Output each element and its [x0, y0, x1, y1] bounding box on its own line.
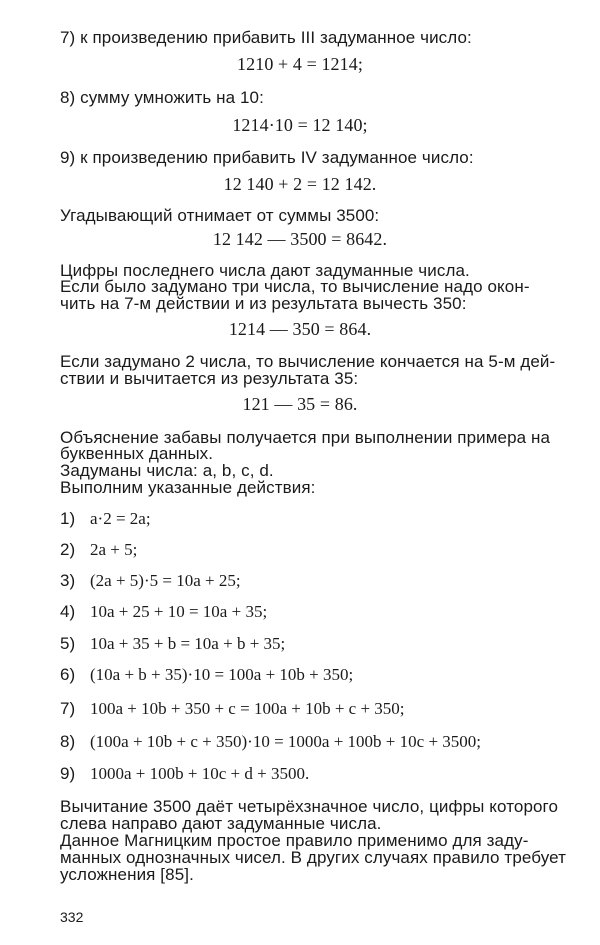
- guesser-text: Угадывающий отнимает от суммы 3500:: [60, 206, 380, 225]
- step-number: 2): [60, 540, 76, 559]
- step-expression: (2a + 5)·5 = 10a + 25;: [90, 571, 241, 590]
- formula-6: 121 — 35 = 86.: [242, 394, 358, 414]
- paragraph-1-line-1: Цифры последнего числа дают задуманные числа.: [60, 261, 470, 280]
- step-expression: (100a + 10b + c + 350)·10 = 1000a + 100b + 10c + 3500;: [90, 732, 481, 751]
- paragraph-5-line-1: Данное Магницким простое правило применимо для заду-: [60, 831, 529, 850]
- step-8-text: 8) сумму умножить на 10:: [60, 88, 264, 107]
- step-number: 8): [60, 732, 76, 751]
- paragraph-1-line-2: Если было задумано три числа, то вычисление надо окон-: [60, 277, 530, 296]
- formula-1: 1210 + 4 = 1214;: [237, 54, 363, 74]
- paragraph-2-line-1: Если задумано 2 числа, то вычисление кончается на 5-м дей-: [60, 352, 556, 371]
- step-number: 7): [60, 699, 76, 718]
- step-expression: (10a + b + 35)·10 = 100a + 10b + 350;: [90, 665, 354, 684]
- step-expression: a·2 = 2a;: [90, 509, 151, 528]
- step-number: 1): [60, 509, 76, 528]
- paragraph-1-line-3: чить на 7-м действии и из результата вычесть 350:: [60, 294, 467, 313]
- paragraph-3-line-3: Задуманы числа: a, b, c, d.: [60, 461, 274, 480]
- step-expression: 2a + 5;: [90, 540, 138, 559]
- paragraph-3-line-1: Объяснение забавы получается при выполнении примера на: [60, 428, 551, 447]
- step-expression: 10a + 25 + 10 = 10a + 35;: [90, 602, 268, 621]
- formula-2: 1214·10 = 12 140;: [232, 115, 368, 135]
- step-number: 3): [60, 571, 76, 590]
- step-number: 9): [60, 764, 76, 783]
- paragraph-4-line-2: слева направо дают задуманные числа.: [60, 814, 382, 833]
- step-expression: 10a + 35 + b = 10a + b + 35;: [90, 634, 286, 653]
- paragraph-4-line-1: Вычитание 3500 даёт четырёхзначное число, цифры которого: [60, 797, 559, 816]
- paragraph-3-line-4: Выполним указанные действия:: [60, 478, 316, 497]
- step-expression: 1000a + 100b + 10c + d + 3500.: [90, 764, 310, 783]
- step-number: 6): [60, 665, 76, 684]
- step-7-text: 7) к произведению прибавить III задуманное число:: [60, 28, 472, 47]
- paragraph-5-line-2: манных однозначных чисел. В других случаях правило требует: [60, 848, 566, 867]
- paragraph-2-line-2: ствии и вычитается из результата 35:: [60, 369, 359, 388]
- formula-5: 1214 — 350 = 864.: [228, 319, 372, 339]
- step-number: 4): [60, 602, 76, 621]
- step-9-text: 9) к произведению прибавить IV задуманное число:: [60, 148, 474, 167]
- page-number: 332: [60, 909, 84, 925]
- paragraph-5-line-3: усложнения [85].: [60, 865, 194, 884]
- formula-4: 12 142 — 3500 = 8642.: [212, 229, 388, 249]
- formula-3: 12 140 + 2 = 12 142.: [223, 174, 377, 194]
- step-expression: 100a + 10b + 350 + c = 100a + 10b + c + 350;: [90, 699, 405, 718]
- step-number: 5): [60, 634, 76, 653]
- paragraph-3-line-2: буквенных данных.: [60, 444, 214, 463]
